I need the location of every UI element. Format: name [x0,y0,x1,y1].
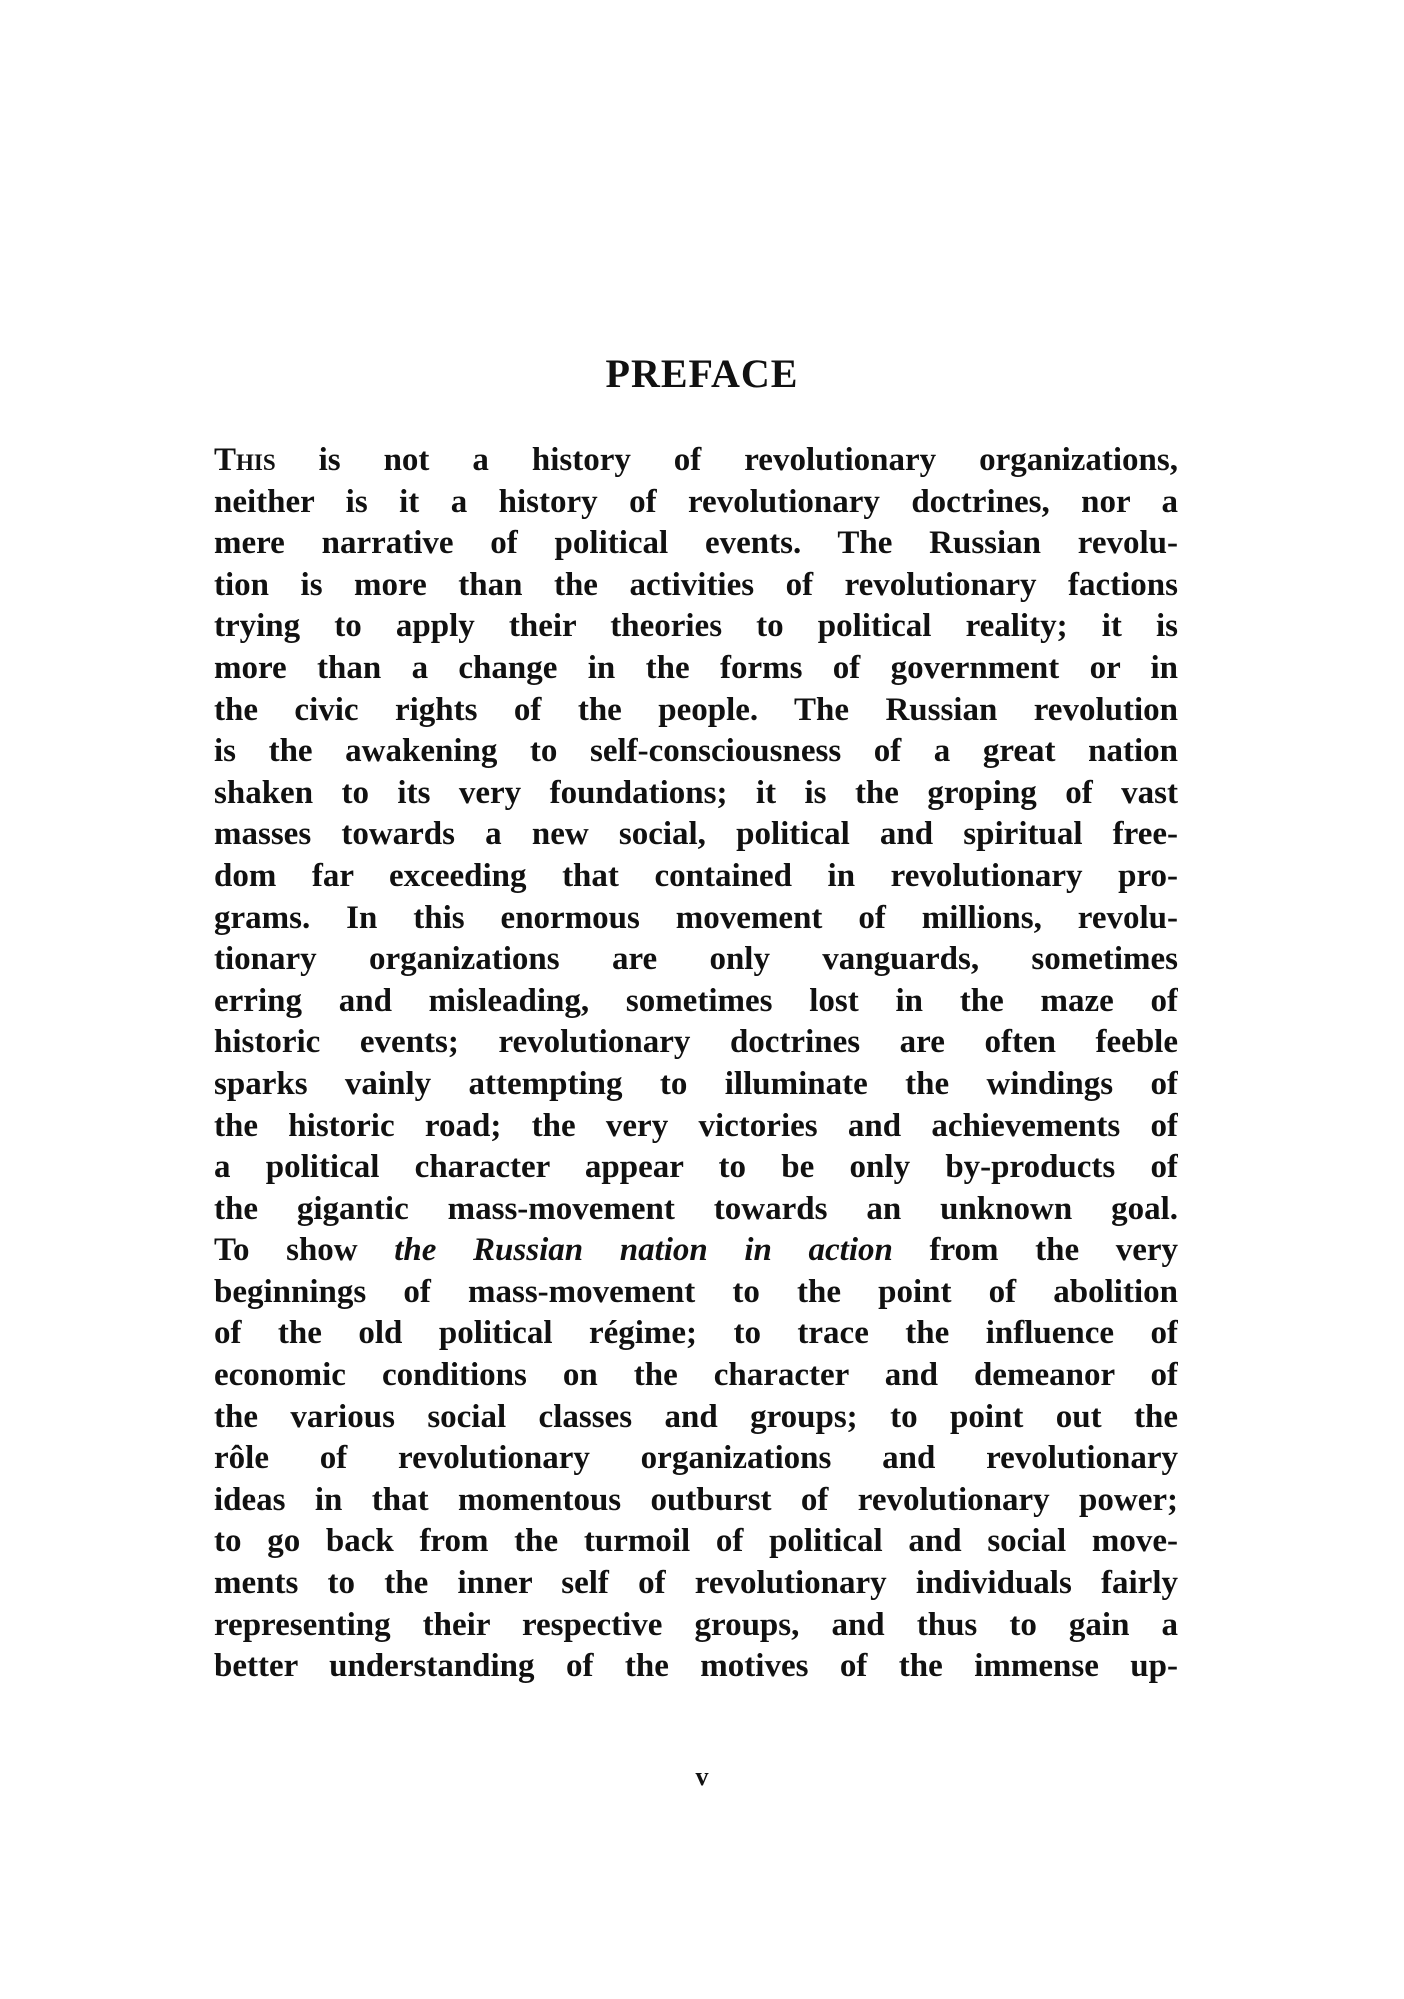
small-caps-word: This [214,442,276,478]
text-line [214,1022,1178,1064]
text-run: sparks vainly attempting to illuminate the windings of [214,1065,1178,1102]
text-line [214,731,1178,773]
text-run: trying to apply their theories to political reality; it is [214,608,1178,645]
text-line [214,690,1178,732]
text-run: is the awakening to self-consciousness of a great nation [214,733,1178,770]
text-run: tionary organizations are only vanguards, sometimes [214,941,1178,978]
text-line [214,981,1178,1023]
text-run: the various social classes and groups; to point out the [214,1398,1178,1435]
text-line [214,440,1178,482]
text-line [214,1480,1178,1522]
text-line [214,773,1178,815]
text-run: grams. In this enormous movement of millions, revolu- [214,899,1178,936]
text-line [214,1397,1178,1439]
text-run: better understanding of the motives of the immense up- [214,1648,1178,1685]
text-line [214,1563,1178,1605]
text-run: the historic road; the very victories and achievements of [214,1107,1178,1144]
text-run: a political character appear to be only by-products of [214,1149,1178,1186]
text-run: rôle of revolutionary organizations and revolutionary [214,1440,1178,1477]
text-run: representing their respective groups, and thus to gain a [214,1606,1178,1643]
text-line [214,648,1178,690]
text-run: mere narrative of political events. The Russian revolu- [214,525,1178,562]
text-run: is not a history of revolutionary organizations, [275,442,1178,478]
italic-phrase: the Russian nation in action [394,1232,893,1269]
page-title: PREFACE [605,351,799,396]
text-line [214,898,1178,940]
text-run: of the old political régime; to trace the influence of [214,1315,1178,1352]
text-line [214,814,1178,856]
text-run: more than a change in the forms of government or in [214,649,1178,686]
text-line [214,1313,1178,1355]
text-line [214,1230,1178,1272]
text-run: erring and misleading, sometimes lost in the maze of [214,982,1178,1019]
text-run: to go back from the turmoil of political and social move- [214,1523,1178,1560]
text-line [214,1106,1178,1148]
text-run: neither is it a history of revolutionary doctrines, nor a [214,483,1178,520]
text-run: shaken to its very foundations; it is the groping of vast [214,774,1178,811]
text-line [214,1438,1178,1480]
text-line [214,1272,1178,1314]
text-line [214,1605,1178,1647]
text-run: To show [214,1232,395,1269]
text-run: from the very [892,1232,1178,1269]
text-run: ideas in that momentous outburst of revolutionary power; [214,1481,1178,1518]
text-run: dom far exceeding that contained in revolutionary pro- [214,857,1178,894]
text-line [214,1064,1178,1106]
text-line [214,565,1178,607]
text-run: ments to the inner self of revolutionary individuals fairly [214,1565,1178,1602]
text-run: economic conditions on the character and demeanor of [214,1357,1178,1394]
text-run: the gigantic mass-movement towards an unknown goal. [214,1190,1178,1227]
text-line [214,482,1178,524]
text-line [214,606,1178,648]
text-run: the civic rights of the people. The Russian revolution [214,691,1178,728]
text-run: masses towards a new social, political and spiritual free- [214,816,1178,853]
page-number: v [695,1762,709,1791]
text-line [214,939,1178,981]
text-run: historic events; revolutionary doctrines are often feeble [214,1024,1178,1061]
text-run: tion is more than the activities of revolutionary factions [214,566,1178,603]
text-line [214,1189,1178,1231]
text-line [214,523,1178,565]
preface-paragraph [214,440,1178,1688]
text-line [214,1355,1178,1397]
text-line [214,856,1178,898]
text-line [214,1521,1178,1563]
text-run: beginnings of mass-movement to the point of abolition [214,1273,1178,1310]
text-line [214,1646,1178,1688]
text-line [214,1147,1178,1189]
